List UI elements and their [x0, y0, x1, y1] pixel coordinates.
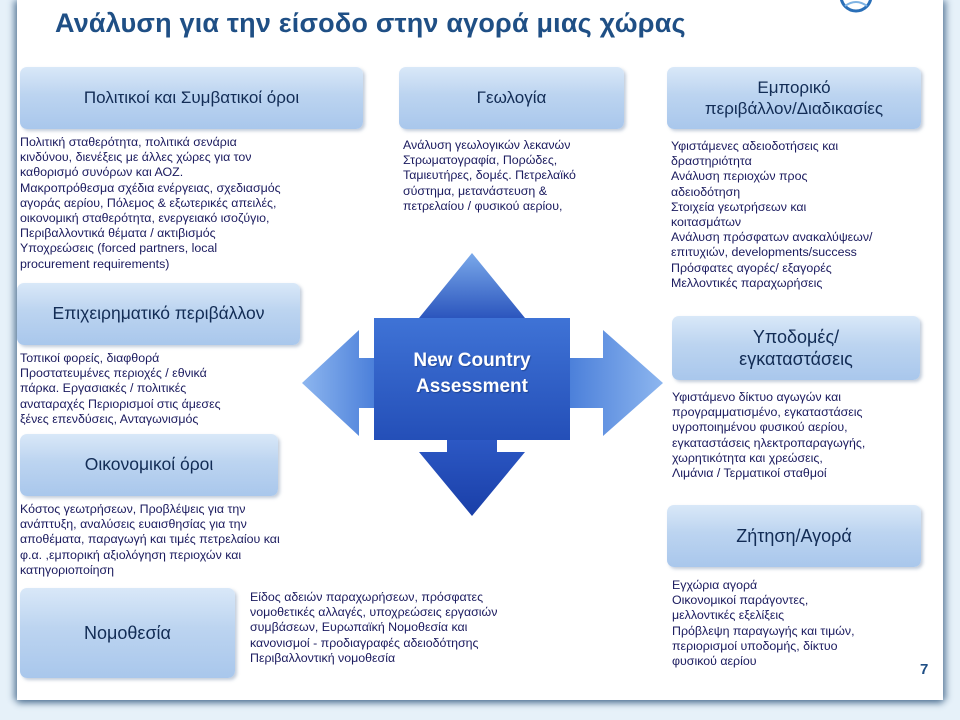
box-infrastructure [672, 316, 920, 380]
box-business-environment [17, 283, 300, 345]
box-legislation [20, 588, 235, 678]
box-political-terms [20, 67, 363, 129]
arrow-down [419, 440, 525, 516]
box-demand-label: Ζήτηση/Αγορά [736, 525, 852, 546]
box-commercial-environment [667, 67, 921, 129]
arrow-right [570, 330, 663, 436]
box-economic-terms [20, 434, 278, 496]
desc-demand-market: Εγχώρια αγορά Οικονομικοί παράγοντες, μελλοντικές εξελίξεις Πρόβλεψη παραγωγής και τιμών, περιορισμοί υποδομής, δίκτυο φυσικού αερίου [672, 578, 855, 669]
desc-legislation: Είδος αδειών παραχωρήσεων, πρόσφατες νομοθετικές αλλαγές, υποχρεώσεις εργασιών συμβάσεων, Ευρωπαϊκή Νομοθεσία και κανονισμοί - προδιαγραφές αδειοδότησης Περιβαλλοντική νομοθεσία [250, 590, 498, 665]
arrow-left [302, 330, 374, 436]
slide-title: Ανάλυση για την είσοδο στην αγορά μιας χώρας [55, 8, 686, 38]
box-legislation-label: Νομοθεσία [84, 622, 171, 643]
center-label [374, 348, 570, 400]
box-political-terms-label: Πολιτικοί και Συμβατικοί όροι [83, 88, 300, 108]
box-demand-market [667, 505, 921, 567]
center-label-line1: New Country [413, 350, 531, 371]
desc-geology: Ανάλυση γεωλογικών λεκανών Στρωματογραφία, Πορώδες, Ταμιευτήρες, δομές. Πετρελαϊκό σύστημα, μετανάστευση & πετρελαίου / φυσικού αερίου, [403, 138, 576, 213]
slide [17, 0, 943, 700]
desc-political-terms: Πολιτική σταθερότητα, πολιτικά σενάρια κινδύνου, διενέξεις με άλλες χώρες για τον καθορισμό συνόρων και ΑΟΖ. Μακροπρόθεσμα σχέδια ενέργειας, σχεδιασμός αγοράς αερίου, Πόλεμος & εξωτερικές απειλές, οικονομική σταθερότητα, ενεργειακό ισοζύγιο, Περιβαλλοντικά θέματα / ακτιβισμός Υποχρεώσεις (forced partners, local procurement requirements) [20, 135, 281, 271]
desc-commercial-environment: Υφιστάμενες αδειοδοτήσεις και δραστηριότητα Ανάλυση περιοχών προς αδειοδότηση Στοιχεία γεωτρήσεων και κοιτασμάτων Ανάλυση πρόσφατων ανακαλύψεων/ επιτυχιών, developments/success Πρόσφατες αγορές/ εξαγορές Μελλοντικές παραχωρήσεις [671, 139, 873, 290]
desc-infrastructure: Υφιστάμενο δίκτυο αγωγών και προγραμματισμένο, εγκαταστάσεις υγροποιημένου φυσικού αερίου, εγκαταστάσεις ηλεκτροπαραγωγής, χωρητικότητα και χρεώσεις, Λιμάνια / Τερματικοί σταθμοί [672, 390, 866, 481]
box-economic-label: Οικονομικοί όροι [84, 454, 214, 475]
box-commercial-label-line2: περιβάλλον/Διαδικασίες [704, 99, 884, 118]
box-business-label: Επιχειρηματικό περιβάλλον [52, 303, 265, 324]
page-number: 7 [920, 661, 929, 678]
box-infrastructure-label-line2: εγκαταστάσεις [739, 349, 853, 369]
box-geology [399, 67, 624, 129]
center-label-line2: Assessment [416, 376, 528, 397]
desc-economic-terms: Κόστος γεωτρήσεων, Προβλέψεις για την ανάπτυξη, αναλύσεις ευαισθησίας για την αποθέματα, παραγωγή και τιμές πετρελαίου και φ.α. ,εμπορική αξιολόγηση περιοχών και κατηγοριοποίηση [20, 502, 280, 577]
desc-business-environment: Τοπικοί φορείς, διαφθορά Προστατευμένες περιοχές / εθνικά πάρκα. Εργασιακές / πολιτικές αναταραχές Περιορισμοί στις άμεσες ξένες επενδύσεις, Ανταγωνισμός [20, 351, 221, 426]
box-commercial-label-line1: Εμπορικό [757, 77, 831, 97]
box-geology-label: Γεωλογία [476, 88, 547, 108]
box-infrastructure-label-line1: Υποδομές/ [752, 326, 840, 347]
